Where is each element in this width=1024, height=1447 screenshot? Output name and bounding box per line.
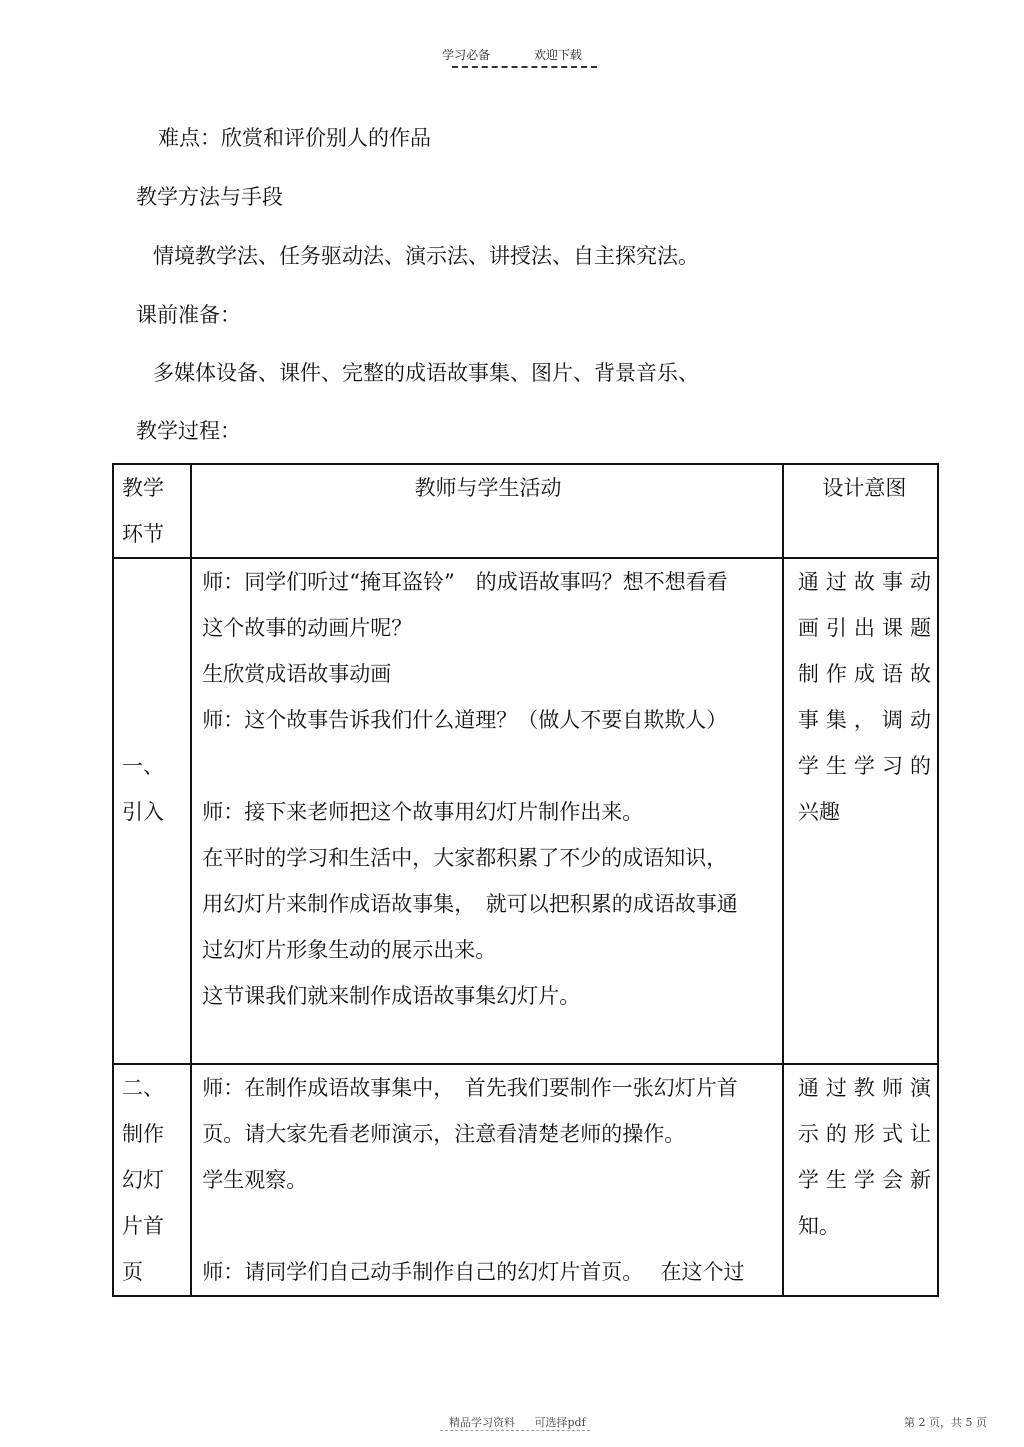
activity-line: 在平时的学习和生活中，大家都积累了不少的成语知识， (202, 846, 728, 870)
activity-line: 用幻灯片来制作成语故事集， 就可以把积累的成语故事通 (202, 892, 738, 916)
stage-cell-make (113, 1064, 191, 1296)
header-divider (452, 66, 597, 68)
table-row (113, 558, 938, 1064)
activity-line: 学生观察。 (202, 1168, 308, 1192)
intent-line: 知。 (797, 1214, 840, 1238)
header-right: 欢迎下载 (533, 48, 582, 62)
stage-make-line: 页 (122, 1260, 143, 1284)
process-title: 教学过程： (136, 419, 241, 443)
activity-cell-make (191, 1064, 783, 1296)
activity-line: 师：这个故事告诉我们什么道理？（做人不要自欺欺人） (202, 708, 728, 732)
prep-title: 课前准备： (136, 303, 241, 327)
header-intent: 设计意图 (822, 476, 907, 500)
intent-cell-make (783, 1064, 938, 1296)
page-footer-left (449, 1414, 602, 1430)
stage-intro-line1: 一、 (122, 754, 164, 778)
activity-line: 师：同学们听过“掩耳盗铃” 的成语故事吗？想不想看看 (202, 570, 728, 594)
stage-cell-intro (113, 558, 191, 1064)
prep-text: 多媒体设备、课件、完整的成语故事集、图片、背景音乐、 (153, 361, 699, 385)
header-stage-cell (113, 464, 191, 558)
footer-divider (440, 1430, 590, 1431)
intent-line: 画引出课题 (797, 616, 931, 640)
activity-cell-intro (191, 558, 783, 1064)
stage-make-line: 片首 (122, 1214, 164, 1238)
footer-label-1: 精品学习资料 (449, 1416, 515, 1429)
intent-line: 通过故事动 (797, 570, 931, 594)
header-stage-line2: 环节 (122, 522, 164, 546)
activity-line: 这个故事的动画片呢？ (202, 616, 413, 640)
header-activity-cell (191, 464, 783, 558)
intent-line: 事集，调动 (797, 708, 931, 732)
intent-line: 学生学会新 (797, 1168, 931, 1192)
stage-make-line: 二、 (122, 1076, 164, 1100)
activity-line: 师：接下来老师把这个故事用幻灯片制作出来。 (202, 800, 644, 824)
footer-label-2: 可选择pdf (534, 1416, 586, 1429)
table-row (113, 1064, 938, 1296)
activity-line: 这节课我们就来制作成语故事集幻灯片。 (202, 984, 581, 1008)
activity-line: 师：在制作成语故事集中， 首先我们要制作一张幻灯片首 (202, 1076, 738, 1100)
table-header-row (113, 464, 938, 558)
methods-title: 教学方法与手段 (136, 185, 283, 209)
page-header (0, 46, 1024, 63)
lesson-process-table (112, 463, 939, 1297)
header-intent-cell (783, 464, 938, 558)
difficulty-text: 难点：欣赏和评价别人的作品 (158, 126, 431, 150)
stage-make-line: 幻灯 (122, 1168, 164, 1192)
intent-line: 制作成语故 (797, 662, 931, 686)
header-left: 学习必备 (442, 48, 491, 62)
methods-text: 情境教学法、任务驱动法、演示法、讲授法、自主探究法。 (153, 244, 699, 268)
page-number: 第 2 页，共 5 页 (904, 1416, 987, 1429)
header-activity: 教师与学生活动 (414, 476, 562, 500)
header-stage-line1: 教学 (122, 476, 164, 500)
intent-line: 兴趣 (797, 800, 840, 824)
stage-make-line: 制作 (122, 1122, 164, 1146)
intent-cell-intro (783, 558, 938, 1064)
activity-line: 师：请同学们自己动手制作自己的幻灯片首页。 在这个过 (202, 1260, 745, 1284)
intent-line: 通过教师演 (797, 1076, 931, 1100)
stage-intro-line2: 引入 (122, 800, 164, 824)
activity-line: 生欣赏成语故事动画 (202, 662, 392, 686)
activity-line: 页。请大家先看老师演示，注意看清楚老师的操作。 (202, 1122, 686, 1146)
intent-line: 示的形式让 (797, 1122, 931, 1146)
activity-line: 过幻灯片形象生动的展示出来。 (202, 938, 497, 962)
intent-line: 学生学习的 (797, 754, 931, 778)
